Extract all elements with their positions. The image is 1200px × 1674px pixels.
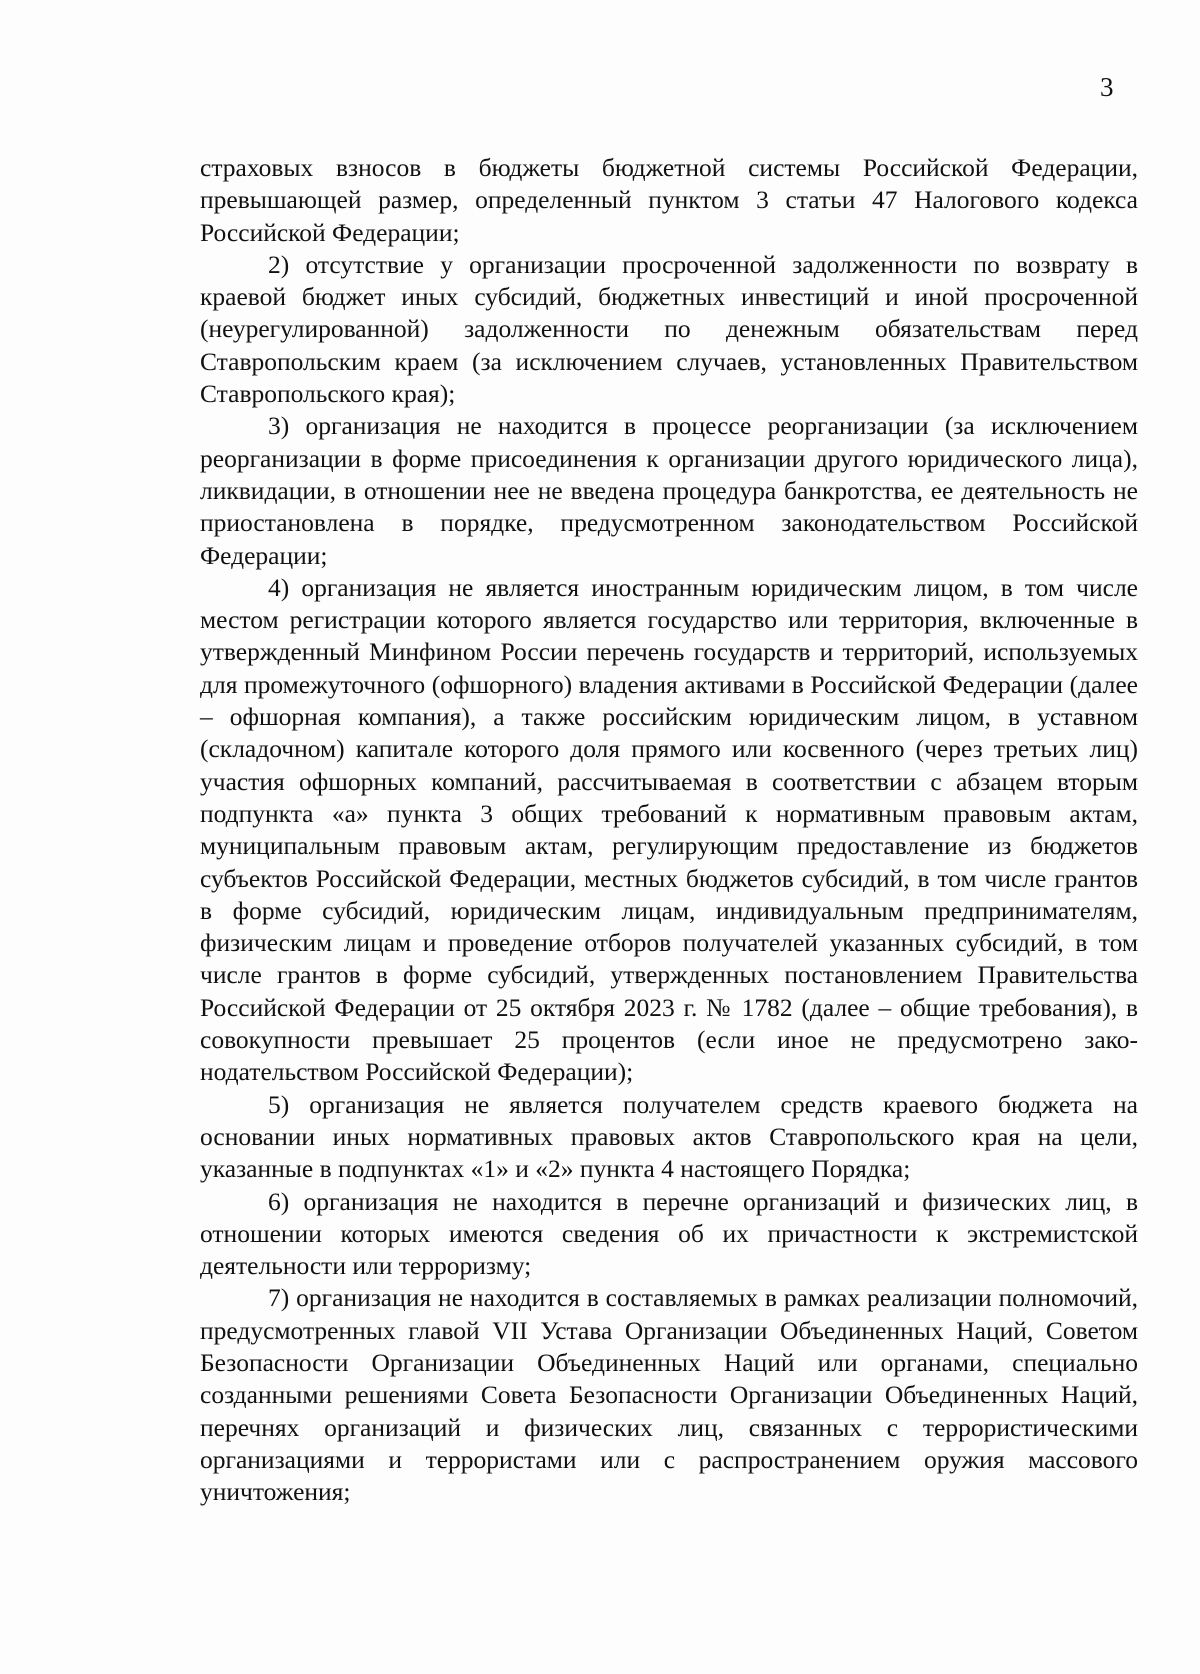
paragraph-item-5: 5) организация не является получателем средств краевого бюджета на основании иных нормативных правовых актов Ставропольского края на цели, указанные в подпунктах «1» и «2» пункта 4 настоящего Порядка; xyxy=(200,1089,1138,1184)
paragraph-item-4: 4) организация не является иностранным юридическим лицом, в том числе местом регистрации которого является государство или территория, включенные в утвержденный Минфином России перечень государств и территорий, используемых для промежуточного (офшорного) владения активами в Российской Федерации (далее – офшорная компания), а также российским юридическим лицом, в уставном (складочном) капитале которого доля прямого или косвенного (через третьих лиц) участия офшорных компаний, рассчитываемая в соответствии с абзацем вторым подпункта «а» пункта 3 общих требований к нормативным правовым актам, муниципальным правовым актам, регулирующим предоставление из бюджетов субъектов Российской Федерации, местных бюджетов субсидий, в том числе грантов в форме субсидий, юридическим лицам, индивидуальным предпринимателям, физическим лицам и проведение отборов получателей указанных субсидий, в том числе грантов в форме субсидий, утвержденных постановлением Правительства Российской Федерации от 25 октября 2023 г. № 1782 (далее – общие требования), в совокупности превышает 25 процентов (если иное не предусмотрено законодательством Российской Федерации); xyxy=(200,572,1138,1087)
page-number: 3 xyxy=(1100,72,1114,102)
paragraph-item-2: 2) отсутствие у организации просроченной задолженности по возврату в краевой бюджет иных субсидий, бюджетных инвестиций и иной просроченной (неурегулированной) задолженности по денежным обязательствам перед Ставропольским краем (за исключением случаев, установленных Правительством Ставропольского края); xyxy=(200,249,1138,409)
document-body xyxy=(200,152,1138,1508)
paragraph-item-3: 3) организация не находится в процессе реорганизации (за исключением реорганизации в форме присоединения к организации другого юридического лица), ликвидации, в отношении нее не введена процедура банкротства, ее деятельность не приостановлена в порядке, предусмотренном законодательством Российской Федерации; xyxy=(200,411,1138,570)
paragraph-item-7: 7) организация не находится в составляемых в рамках реализации полномочий, предусмотренных главой VII Устава Организации Объединенных Наций, Советом Безопасности Организации Объединенных Наций или органами, специально созданными решениями Совета Безопасности Организации Объединенных Наций, перечнях организаций и физических лиц, связанных с террористическими организациями и террористами или с распространением оружия массового уничтожения; xyxy=(200,1283,1138,1507)
paragraph-continuation: страховых взносов в бюджеты бюджетной системы Российской Федерации, превышающей размер, определенный пунктом 3 статьи 47 Налогового кодекса Российской Федерации; xyxy=(200,153,1138,247)
paragraph-item-6: 6) организация не находится в перечне организаций и физических лиц, в отношении которых имеются сведения об их причастности к экстремистской деятельности или терроризму; xyxy=(200,1186,1138,1281)
